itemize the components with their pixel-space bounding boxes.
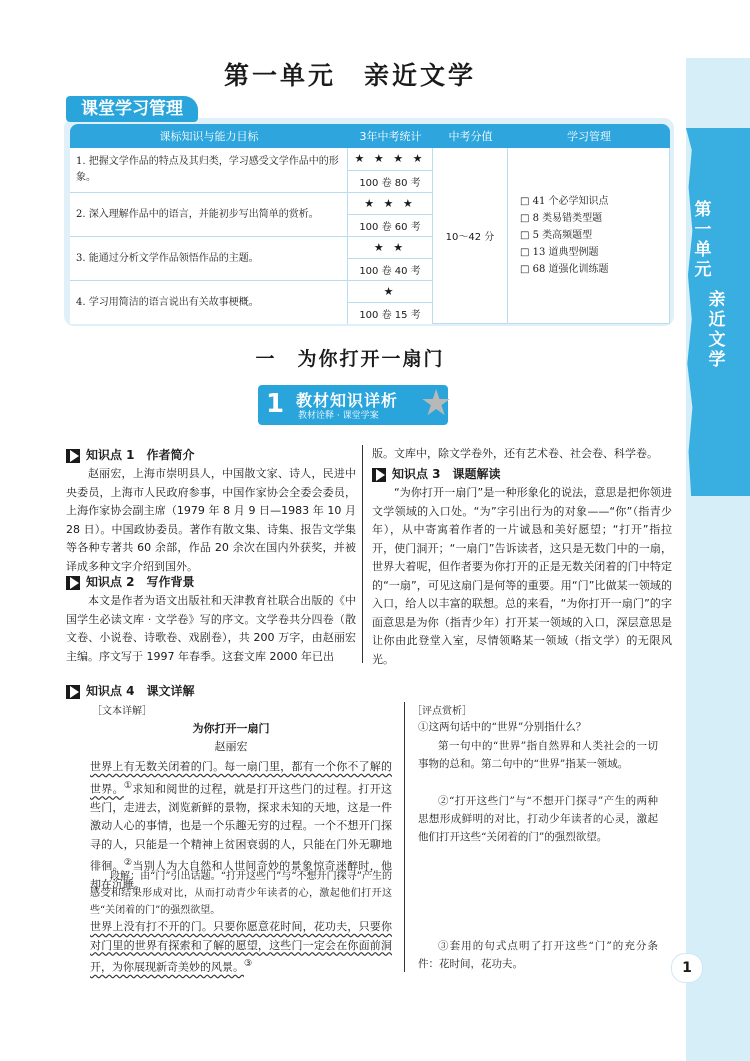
header-score: 中考分值 — [433, 124, 508, 148]
stars-cell: ★ ★ — [348, 237, 433, 259]
triangle-marker-icon — [66, 685, 80, 699]
lesson-title: 一 为你打开一扇门 — [255, 348, 445, 370]
paragraph-analysis: 段解：由“门”引出话题。“打开这些门”与“不想开门探寻”产生的感受和结果形成对比，从而打动青少年读者的心，激起他们打开这些“关闭着的门”的强烈欲望。 — [90, 871, 392, 916]
banner-title: 教材知识详析 — [296, 391, 399, 410]
kp4-heading — [66, 682, 195, 699]
stars-cell: ★ ★ ★ — [348, 193, 433, 215]
annotation-mark: ① — [123, 779, 133, 791]
annotation-mark: ② — [123, 857, 133, 869]
header-stats: 3年中考统计 — [348, 124, 433, 148]
papers-cell: 100 卷 40 考 — [348, 259, 433, 281]
plan-cell — [508, 148, 670, 324]
management-badge: 课堂学习管理 — [66, 96, 198, 122]
side-tab-unit: 第一单元 — [694, 200, 712, 280]
triangle-marker-icon — [66, 449, 80, 463]
kp1-title: 知识点 1 作者简介 — [86, 448, 195, 462]
kp4-title: 知识点 4 课文详解 — [86, 684, 195, 698]
papers-cell: 100 卷 60 考 — [348, 215, 433, 237]
triangle-marker-icon — [372, 468, 386, 482]
column-divider — [362, 445, 363, 663]
plan-item: □ 68 道强化训练题 — [520, 264, 609, 275]
goal-cell: 4. 学习用简洁的语言说出有关故事梗概。 — [70, 281, 348, 324]
plan-item: □ 41 个必学知识点 — [520, 196, 609, 207]
comment-divider — [404, 702, 405, 972]
paragraph-text: 当别人为大自然和人世间奇妙的景象惊奇迷醉时，他却在沉睡。 — [90, 859, 393, 892]
plan-item: □ 5 类高频题型 — [520, 230, 593, 241]
unit-title: 第一单元 亲近文学 — [223, 61, 476, 90]
goal-cell: 1. 把握文学作品的特点及其归类，学习感受文学作品中的形象。 — [70, 148, 348, 193]
underlined-sentence: 世界上有无数关闭着的门。每一扇门里，都有一个你不了解的世界。 — [90, 760, 392, 796]
papers-cell: 100 卷 80 考 — [348, 171, 433, 194]
comment-1-answer: 第一句中的“世界”指自然界和人类社会的一切事物的总和。第二句中的“世界”指某一领域。 — [418, 740, 658, 770]
banner-number: 1 — [266, 389, 285, 419]
banner-subtitle: 教材诠释 · 课堂学案 — [298, 411, 379, 421]
text-detail-tag: ［文本详解］ — [92, 706, 152, 717]
annotation-mark: ③ — [244, 958, 253, 969]
kp3-heading — [372, 465, 501, 482]
kp2-title: 知识点 2 写作背景 — [86, 575, 195, 589]
side-tab-title: 亲近文学 — [708, 290, 726, 370]
goal-cell: 3. 能通过分析文学作品领悟作品的主题。 — [70, 237, 348, 281]
underlined-sentence: 世界上没有打不开的门。只要你愿意花时间，花功夫，只要你对门里的世界有探索和了解的愿望，这些门一定会在你面前洞开，为你展现新奇美妙的风景。 — [90, 920, 392, 974]
stars-cell: ★ — [348, 281, 433, 303]
comment-tag: ［评点赏析］ — [412, 706, 472, 717]
kp3-title: 知识点 3 课题解读 — [392, 467, 501, 481]
management-table — [70, 124, 670, 324]
header-goals: 课标知识与能力目标 — [70, 124, 348, 148]
comment-2: ②“打开这些门”与“不想开门探寻”产生的两种思想形成鲜明的对比，打动少年读者的心灵，激起他们打开这些“关闭着的门”的强烈欲望。 — [418, 795, 658, 843]
paragraph-text: 求知和阅世的过程，就是打开这些门的过程。打开这些门，走进去，浏览新鲜的景物，探求未知的天地，这是一件激动人心的事情，也是一个乐趣无穷的过程。一个不想开门探寻的人，只能是一个精神上贫困衰弱的人，只能在门外无聊地徘徊。 — [90, 782, 393, 873]
plan-item: □ 8 类易错类型题 — [520, 213, 603, 224]
essay-paragraph-2 — [90, 918, 392, 977]
essay-title: 为你打开一扇门 — [192, 722, 270, 735]
stars-cell: ★ ★ ★ ★ — [348, 148, 433, 171]
kp2-heading — [66, 573, 195, 590]
essay-author: 赵丽宏 — [214, 740, 248, 753]
comment-1-question: ①这两句话中的“世界”分别指什么？ — [418, 721, 587, 733]
papers-cell: 100 卷 15 考 — [348, 303, 433, 324]
header-plan: 学习管理 — [508, 124, 670, 148]
star-icon: ★ — [420, 383, 453, 424]
score-cell: 10～42 分 — [433, 148, 508, 324]
kp2-text: 本文是作者为语文出版社和天津教育社联合出版的《中国学生必读文库 · 文学卷》写的序文。文学卷共分四卷（散文卷、小说卷、诗歌卷、戏剧卷），共 200 万字，由赵丽宏主编。序文写于 1997 年春季。这套文库 2000 年已出 — [66, 594, 356, 663]
kp2-continued: 版。文库中，除文学卷外，还有艺术卷、社会卷、科学卷。 — [372, 447, 658, 460]
kp1-text: 赵丽宏，上海市崇明县人，中国散文家、诗人，民进中央委员，上海市人民政府参事，中国作家协会全委会委员，上海作家协会副主席（1979 年 8 月 9 日—1983 年 10 月 28 日）。中国政协委员。著作有散文集、诗集、报告文学集等各种专著共 60 余部，作品 20 余次在国内外获奖，并被译成多种文字介绍到国外。 — [66, 467, 356, 573]
comment-3: ③套用的句式点明了打开这些“门”的充分条件：花时间，花功夫。 — [418, 940, 658, 970]
page-number: 1 — [671, 953, 703, 983]
triangle-marker-icon — [66, 576, 80, 590]
kp3-text: “为你打开一扇门”是一种形象化的说法，意思是把你领进文学领域的入口处。“为”字引出行为的对象——“你”（指青少年），从中寄寓着作者的一片诚恳和美好愿望；“打开”指拉开，使门洞开；“一扇门”告诉读者，这只是无数门中的一扇，世界大着呢，但作者要为你打开的正是无数关闭着的门中特定的“一扇”，可见这扇门是何等的重要。用“门”比做某一领域的入口，给人以丰富的联想。总的来看，“为你打开一扇门”的字面意思是为你（指青少年）打开某一领域的入口，深层意思是让你由此登堂入室，尽情领略某一领域（指文学）的无限风光。 — [372, 486, 672, 666]
goal-cell: 2. 深入理解作品中的语言，并能初步写出简单的赏析。 — [70, 193, 348, 237]
plan-item: □ 13 道典型例题 — [520, 247, 599, 258]
kp1-heading — [66, 446, 195, 463]
